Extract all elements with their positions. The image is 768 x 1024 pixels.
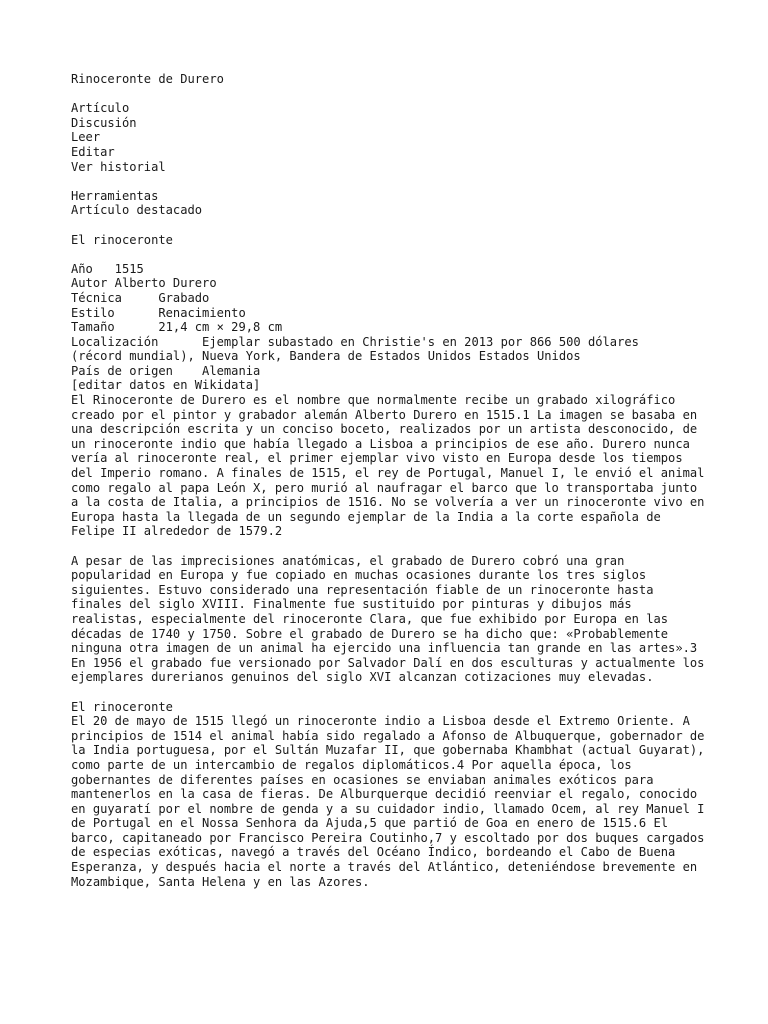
document-page (71, 72, 711, 889)
nav-edit-link[interactable]: Editar (71, 144, 115, 159)
tools-link[interactable]: Herramientas (71, 188, 159, 203)
infobox-style: Estilo Renacimiento (71, 305, 246, 320)
infobox-size: Tamaño 21,4 cm × 29,8 cm (71, 320, 283, 335)
image-caption: El rinoceronte (71, 232, 173, 247)
nav-discussion-link[interactable]: Discusión (71, 115, 137, 130)
infobox-country: País de origen Alemania (71, 363, 261, 378)
infobox-technique: Técnica Grabado (71, 290, 210, 305)
featured-article-label: Artículo destacado (71, 203, 203, 218)
infobox (71, 262, 711, 393)
infobox-location: Localización Ejemplar subastado en Christie's en 2013 por 866 500 dólares (71, 334, 639, 349)
spacer (71, 87, 711, 102)
tools-block (71, 189, 711, 218)
section-heading: El rinoceronte (71, 699, 173, 714)
page-nav (71, 101, 711, 174)
spacer (71, 174, 711, 189)
spacer (71, 247, 711, 262)
page-title: Rinoceronte de Durero (71, 72, 224, 86)
infobox-year: Año 1515 (71, 261, 144, 276)
infobox-location-cont: (récord mundial), Nueva York, Bandera de Estados Unidos Estados Unidos (71, 349, 581, 364)
nav-article-link[interactable]: Artículo (71, 101, 130, 116)
intro-paragraph-1: El Rinoceronte de Durero es el nombre que normalmente recibe un grabado xilográfico creado por el pintor y grabador alemán Alberto Durero en 1515.1 La imagen se basaba en una descripción escrita y un conciso boceto, realizados por un artista desconocido, de un rinoceronte indio que había llegado a Lisboa a principios de ese año. Durero nunca vería al rinoceronte real, el primer ejemplar vivo visto en Europa desde los tiempos del Imperio romano. A finales de 1515, el rey de Portugal, Manuel I, le envió el animal como regalo al papa León X, pero murió al naufragar el barco que lo transportaba junto a la costa de Italia, a principios de 1516. No se volvería a ver un rinoceronte vivo en Europa hasta la llegada de un segundo ejemplar de la India a la corte española de Felipe II alrededor de 1579.2 (71, 393, 705, 539)
nav-history-link[interactable]: Ver historial (71, 159, 166, 174)
infobox-author: Autor Alberto Durero (71, 276, 217, 291)
spacer (71, 539, 711, 554)
intro-paragraph-2: A pesar de las imprecisiones anatómicas, el grabado de Durero cobró una gran popularidad en Europa y fue copiado en muchas ocasiones durante los tres siglos siguientes. Estuvo considerado una representación fiable de un rinoceronte hasta finales del siglo XVIII. Finalmente fue sustituido por pinturas y dibujos más realistas, especialmente del rinoceronte Clara, que fue exhibido por Europa en las décadas de 1740 y 1750. Sobre el grabado de Durero se ha dicho que: «Probablemente ninguna otra imagen de un animal ha ejercido una influencia tan grande en las artes».3 En 1956 el grabado fue versionado por Salvador Dalí en dos esculturas y actualmente los ejemplares durerianos genuinos del siglo XVI alcanzan cotizaciones muy elevadas. (71, 553, 705, 685)
section-paragraph: El 20 de mayo de 1515 llegó un rinoceronte indio a Lisboa desde el Extremo Oriente. A principios de 1514 el animal había sido regalado a Afonso de Albuquerque, gobernador de la India portuguesa, por el Sultán Muzafar II, que gobernaba Khambhat (actual Guyarat), como parte de un intercambio de regalos diplomáticos.4 Por aquella época, los gobernantes de diferentes países en ocasiones se enviaban animales exóticos para mantenerlos en la casa de fieras. De Alburquerque decidió reenviar el regalo, conocido en guyaratí por el nombre de genda y a su cuidador indio, llamado Ocem, al rey Manuel I de Portugal en el Nossa Senhora da Ajuda,5 que partió de Goa en enero de 1515.6 El barco, capitaneado por Francisco Pereira Coutinho,7 y escoltado por dos buques cargados de especias exóticas, navegó a través del Océano Índico, bordeando el Cabo de Buena Esperanza, y después hacia el norte a través del Atlántico, deteniéndose brevemente en Mozambique, Santa Helena y en las Azores. (71, 714, 705, 889)
edit-wikidata-link[interactable]: [editar datos en Wikidata] (71, 378, 261, 393)
nav-read-link[interactable]: Leer (71, 130, 101, 145)
spacer (71, 685, 711, 700)
spacer (71, 218, 711, 233)
